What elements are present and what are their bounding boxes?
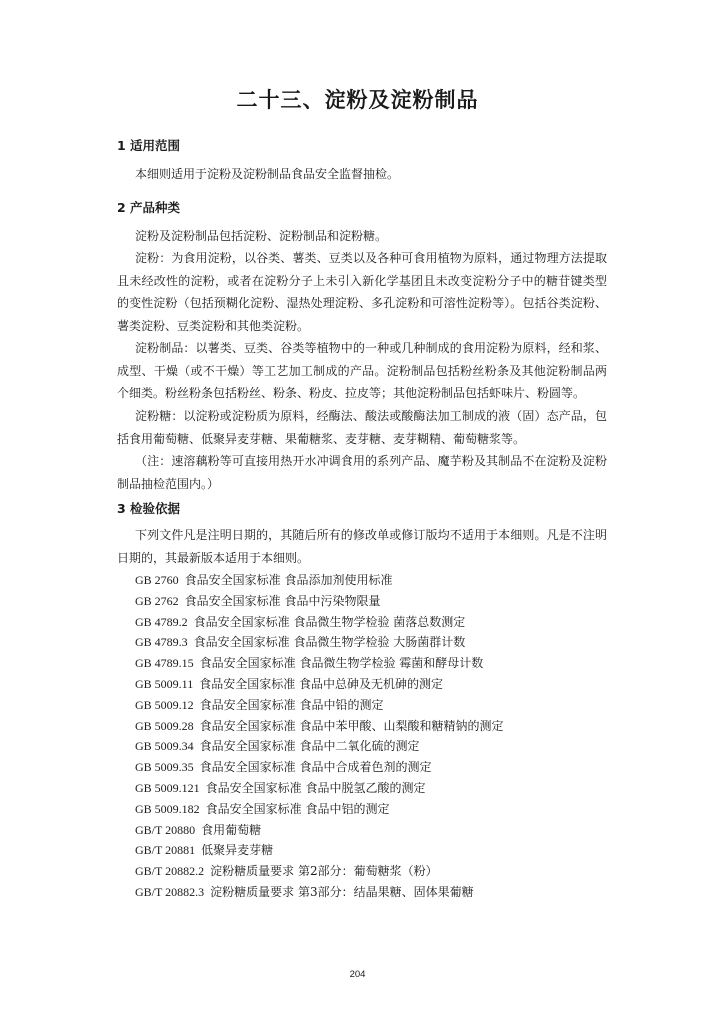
standard-item: GB 5009.11 食品安全国家标准 食品中总砷及无机砷的测定 [135,676,444,691]
basis-paragraph: 下列文件凡是注明日期的，其随后所有的修改单或修订版均不适用于本细则。凡是不注明日期的，其最新版本适用于本细则。 [117,528,607,565]
standard-item: GB/T 20881 低聚异麦芽糖 [135,843,274,858]
page-number: 204 [349,969,366,980]
page-title: 二十三、淀粉及淀粉制品 [236,87,479,112]
starch-sugar-definition: 淀粉糖：以淀粉或淀粉质为原料，经酶法、酸法或酸酶法加工制成的液（固）态产品，包括食用葡萄糖、低聚异麦芽糖、果葡糖浆、麦芽糖、麦芽糊精、葡萄糖浆等。 [117,409,607,446]
standard-item: GB 5009.34 食品安全国家标准 食品中二氧化硫的测定 [135,739,420,754]
standard-item: GB 2762 食品安全国家标准 食品中污染物限量 [135,593,381,608]
standard-item: GB/T 20880 食用葡萄糖 [135,822,262,837]
standard-item: GB 4789.3 食品安全国家标准 食品微生物学检验 大肠菌群计数 [135,635,466,650]
starch-definition: 淀粉：为食用淀粉，以谷类、薯类、豆类以及各种可食用植物为原料，通过物理方法提取且未经改性的淀粉，或者在淀粉分子上未引入新化学基团且未改变淀粉分子中的糖苷键类型的变性淀粉（包括预糊化淀粉、湿热处理淀粉、多孔淀粉和可溶性淀粉等）。包括谷类淀粉、薯类淀粉、豆类淀粉和其他类淀粉。 [117,251,607,333]
standard-item: GB 5009.28 食品安全国家标准 食品中苯甲酸、山梨酸和糖精钠的测定 [135,718,504,733]
section-heading-product-types: 2 产品种类 [117,200,181,215]
standard-item: GB/T 20882.2 淀粉糖质量要求 第2部分：葡萄糖浆（粉） [135,864,438,879]
section-heading-scope: 1 适用范围 [117,138,181,153]
standard-item: GB 5009.121 食品安全国家标准 食品中脱氢乙酸的测定 [135,780,426,795]
standard-item: GB 5009.182 食品安全国家标准 食品中铝的测定 [135,801,390,816]
scope-paragraph: 本细则适用于淀粉及淀粉制品食品安全监督抽检。 [135,167,400,181]
product-types-intro: 淀粉及淀粉制品包括淀粉、淀粉制品和淀粉糖。 [135,229,388,243]
standards-list [135,570,504,903]
scope-note: （注：速溶藕粉等可直接用热开水冲调食用的系列产品、魔芋粉及其制品不在淀粉及淀粉制品抽检范围内。） [117,454,607,491]
section-heading-basis: 3 检验依据 [117,501,181,516]
standard-item: GB/T 20882.3 淀粉糖质量要求 第3部分：结晶果糖、固体果葡糖 [135,884,474,899]
standard-item: GB 2760 食品安全国家标准 食品添加剂使用标准 [135,573,393,587]
starch-products-definition: 淀粉制品：以薯类、豆类、谷类等植物中的一种或几种制成的食用淀粉为原料，经和浆、成型、干燥（或不干燥）等工艺加工制成的产品。淀粉制品包括粉丝粉条及其他淀粉制品两个细类。粉丝粉条包括粉丝、粉条、粉皮、拉皮等；其他淀粉制品包括虾味片、粉圆等。 [117,341,607,400]
standard-item: GB 4789.15 食品安全国家标准 食品微生物学检验 霉菌和酵母计数 [135,656,484,671]
standard-item: GB 4789.2 食品安全国家标准 食品微生物学检验 菌落总数测定 [135,614,466,629]
standard-item: GB 5009.35 食品安全国家标准 食品中合成着色剂的测定 [135,760,432,775]
standard-item: GB 5009.12 食品安全国家标准 食品中铅的测定 [135,697,384,712]
